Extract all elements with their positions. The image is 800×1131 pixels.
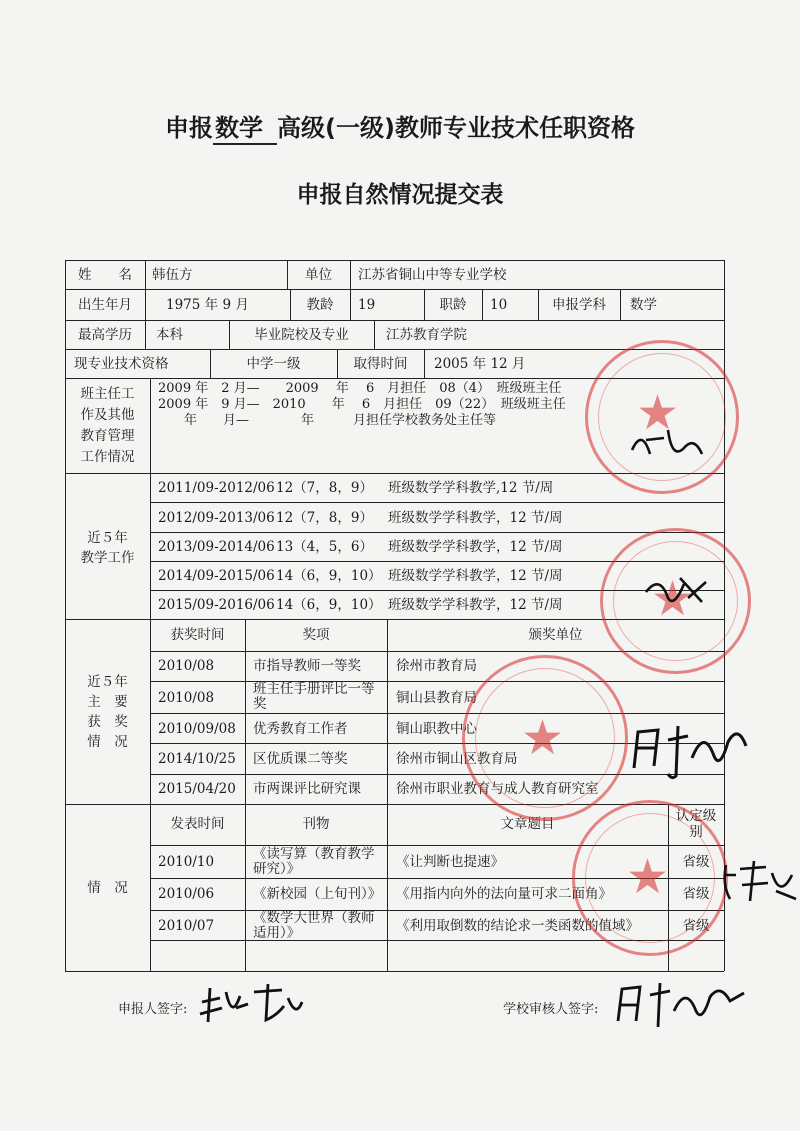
handwritten-signature: [640, 568, 710, 614]
award-time: 2014/10/25: [158, 751, 236, 767]
management-line: 2009 年 2 月— 2009 年 6 月担任 08（4） 班级班主任: [158, 381, 562, 396]
award-item: 市两课评比研究课: [253, 781, 361, 797]
unit-label: 单位: [305, 267, 332, 283]
papers-header-journal: 刊物: [302, 816, 330, 832]
teaching-label: 近５年 教学工作: [80, 530, 135, 566]
teach-age-label: 教龄: [306, 297, 334, 313]
papers-header-level: 认定级别: [675, 808, 717, 840]
award-org: 徐州市职业教育与成人教育研究室: [396, 781, 599, 797]
handwritten-signature: [628, 718, 752, 784]
title-suffix: 高级(一级)教师专业技术任职资格: [277, 114, 635, 142]
name-value: 韩伍方: [152, 267, 193, 283]
award-time: 2015/04/20: [158, 781, 236, 797]
management-line: 2009 年 9 月— 2010 年 6 月担任 09（22） 班级班主任: [158, 397, 566, 412]
subject-value: 数学: [630, 297, 657, 313]
title-subject: 数学: [213, 108, 277, 145]
applicant-signature-label: 申报人签字:: [118, 1002, 188, 1017]
award-time: 2010/09/08: [158, 721, 236, 737]
award-item: 优秀教育工作者: [253, 721, 348, 737]
management-line: 年 月— 年 月担任学校教务处主任等: [158, 413, 497, 428]
award-time: 2010/08: [158, 690, 215, 706]
award-time: 2010/08: [158, 658, 215, 674]
teaching-row: 2014/09-2015/06 14（6，9，10） 班级数学学科教学，12 节/周: [158, 568, 563, 584]
edu-value: 本科: [156, 327, 183, 343]
reviewer-signature-label: 学校审核人签字:: [503, 1002, 599, 1017]
school-seal-stamp: ★: [600, 528, 751, 674]
award-org: 徐州市铜山区教育局: [396, 751, 518, 767]
paper-time: 2010/06: [158, 886, 215, 902]
unit-value: 江苏省铜山中等专业学校: [358, 267, 507, 283]
teach-age-value: 19: [358, 297, 376, 313]
paper-title: 《用指内向外的法向量可求二面角》: [396, 886, 612, 902]
award-org: 铜山县教育局: [396, 690, 477, 706]
paper-time: 2010/07: [158, 918, 215, 934]
award-item: 班主任手册评比一等奖: [253, 681, 375, 712]
paper-title: 《利用取倒数的结论求一类函数的值域》: [396, 918, 639, 934]
title-prefix: 申报: [165, 114, 214, 142]
job-age-label: 职龄: [439, 297, 467, 313]
form-title-line2: 申报自然情况提交表: [296, 182, 504, 208]
papers-header-time: 发表时间: [170, 816, 225, 832]
papers-label: 情 况: [87, 880, 128, 896]
qual-time-label: 取得时间: [353, 356, 408, 372]
teaching-row: 2011/09-2012/06 12（7，8，9） 班级数学学科教学,12 节/周: [158, 480, 554, 496]
paper-time: 2010/10: [158, 854, 215, 870]
paper-title: 《让判断也提速》: [396, 854, 504, 870]
award-org: 徐州市教育局: [396, 658, 477, 674]
management-label: 班主任工 作及其他 教育管理 工作情况: [80, 386, 135, 465]
awards-header-item: 奖项: [302, 627, 330, 643]
research-seal-stamp: ★: [572, 800, 728, 956]
handwritten-signature: [720, 855, 800, 905]
school-seal-stamp: ★: [585, 340, 739, 494]
award-item: 区优质课二等奖: [253, 751, 348, 767]
paper-journal: 《新校园（上旬刊）》: [253, 886, 382, 902]
qual-value: 中学一级: [246, 356, 301, 372]
paper-level: 省级: [682, 854, 710, 870]
qual-label: 现专业技术资格: [74, 356, 169, 372]
handwritten-signature: [628, 420, 708, 470]
papers-header-title: 文章题目: [500, 816, 555, 832]
awards-label: 近５年 主 要 获 奖 情 况: [87, 674, 128, 750]
job-age-value: 10: [490, 297, 508, 313]
award-item: 市指导教师一等奖: [253, 658, 361, 674]
qual-time-value: 2005 年 12 月: [434, 356, 526, 372]
birth-label: 出生年月: [78, 297, 132, 313]
school-label: 毕业院校及专业: [254, 327, 349, 343]
teaching-row: 2013/09-2014/06 13（4，5，6） 班级数学学科教学，12 节/周: [158, 539, 563, 555]
subject-label: 申报学科: [552, 297, 606, 313]
paper-level: 省级: [682, 918, 710, 934]
edu-label: 最高学历: [78, 327, 132, 343]
paper-journal: 《数学大世界（教师适用）》: [253, 910, 375, 941]
awards-header-org: 颁奖单位: [528, 627, 583, 643]
form-title-line1: [0, 108, 800, 145]
teaching-row: 2015/09-2016/06 14（6，9，10） 班级数学学科教学，12 节/周: [158, 597, 563, 613]
awards-header-time: 获奖时间: [170, 627, 225, 643]
school-value: 江苏教育学院: [386, 327, 467, 343]
paper-journal: 《读写算（教育教学研究）》: [253, 846, 375, 877]
award-org: 铜山职教中心: [396, 721, 477, 737]
management-lines: [158, 381, 566, 429]
paper-level: 省级: [682, 886, 710, 902]
applicant-signature: [196, 978, 306, 1028]
teaching-row: 2012/09-2013/06 12（7，8，9） 班级数学学科教学，12 节/周: [158, 510, 563, 526]
reviewer-signature: [612, 975, 752, 1035]
birth-value: 1975 年 9 月: [166, 297, 249, 313]
school-seal-stamp: ★: [462, 655, 628, 821]
name-label: 姓 名: [78, 267, 132, 283]
